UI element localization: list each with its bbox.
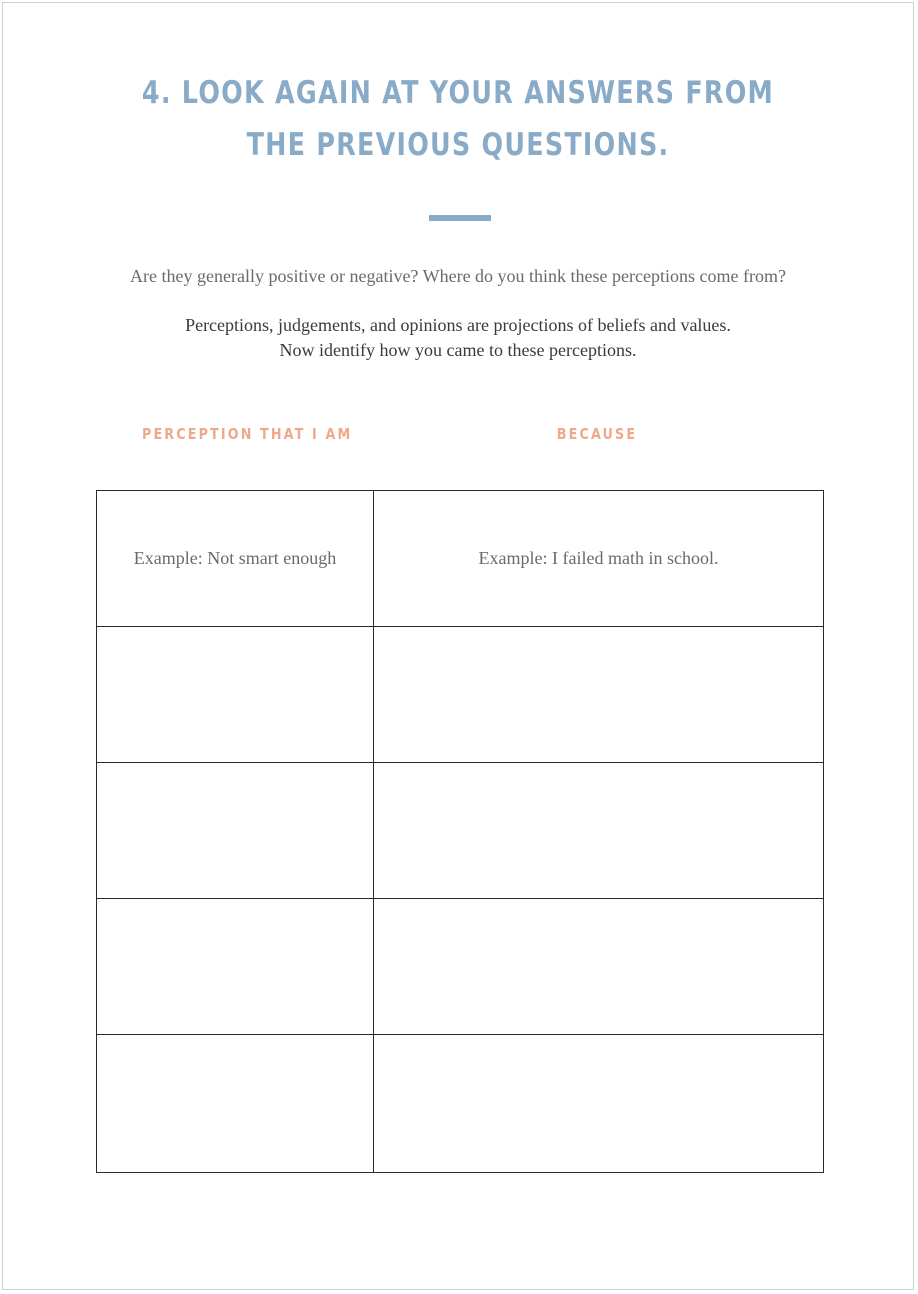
instruction-line-1: Perceptions, judgements, and opinions are projections of beliefs and values. (185, 315, 731, 335)
page-title-line-2: THE PREVIOUS QUESTIONS. (246, 127, 670, 163)
because-cell[interactable] (374, 763, 824, 899)
page-title-line-1: 4. LOOK AGAIN AT YOUR ANSWERS FROM (141, 75, 775, 111)
because-cell[interactable] (374, 1035, 824, 1173)
table-row (97, 627, 824, 763)
perception-cell[interactable] (97, 899, 374, 1035)
because-cell[interactable]: Example: I failed math in school. (374, 491, 824, 627)
because-cell[interactable] (374, 899, 824, 1035)
column-header-perception: PERCEPTION THAT I AM (142, 425, 353, 443)
perception-cell[interactable]: Example: Not smart enough (97, 491, 374, 627)
table-row (97, 491, 824, 627)
table-row (97, 899, 824, 1035)
perception-cell[interactable] (97, 763, 374, 899)
title-divider (429, 215, 491, 221)
column-header-because: BECAUSE (556, 425, 638, 443)
worksheet-page (2, 2, 914, 1290)
perception-table (96, 490, 824, 1173)
intro-question: Are they generally positive or negative? Where do you think these perceptions come from? (130, 266, 786, 286)
perception-cell[interactable] (97, 1035, 374, 1173)
because-cell[interactable] (374, 627, 824, 763)
table-row (97, 763, 824, 899)
perception-cell[interactable] (97, 627, 374, 763)
instruction-line-2: Now identify how you came to these perceptions. (279, 340, 637, 360)
table-row (97, 1035, 824, 1173)
